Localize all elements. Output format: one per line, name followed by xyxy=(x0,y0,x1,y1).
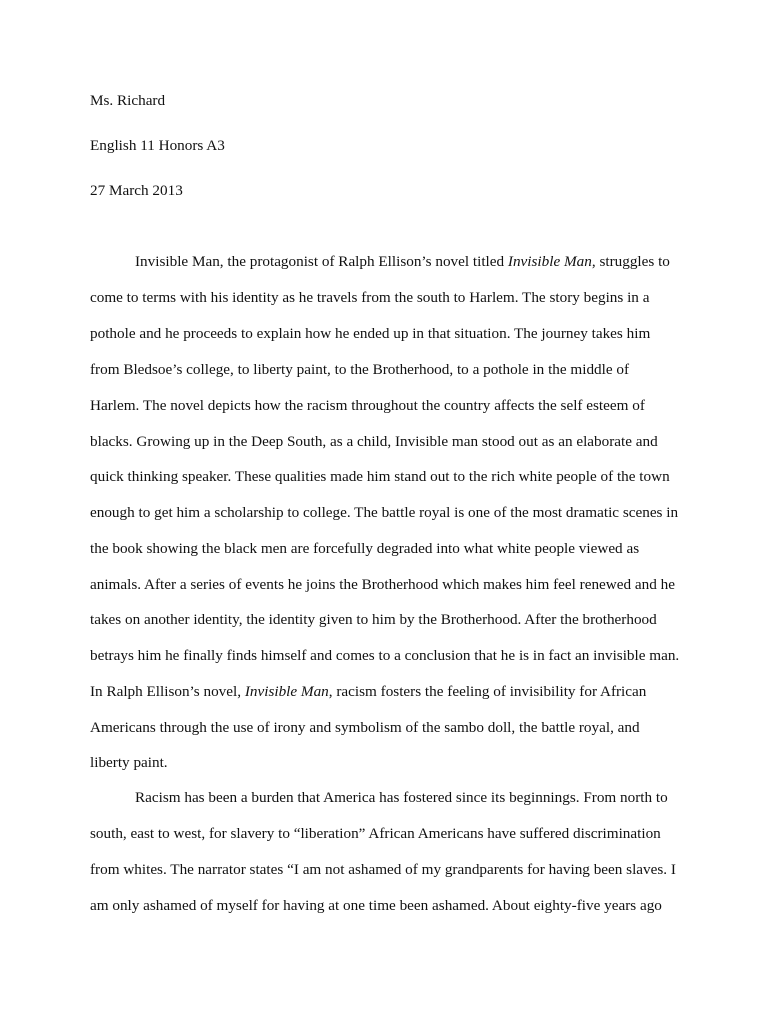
paragraph-line: am only ashamed of myself for having at one time been ashamed. About eighty-five years ago xyxy=(90,897,662,914)
paragraph-line: Racism has been a burden that America has fostered since its beginnings. From north to xyxy=(135,789,668,806)
paragraph-line: pothole and he proceeds to explain how he ended up in that situation. The journey takes him xyxy=(90,325,651,342)
paragraph-line: south, east to west, for slavery to “liberation” African Americans have suffered discrimination xyxy=(90,825,661,842)
paragraph-line: liberty paint. xyxy=(90,754,168,771)
paragraph-line: the book showing the black men are forcefully degraded into what white people viewed as xyxy=(90,540,640,557)
paragraph-line: enough to get him a scholarship to college. The battle royal is one of the most dramatic scenes in xyxy=(90,504,679,521)
paragraph-line: In Ralph Ellison’s novel, Invisible Man, racism fosters the feeling of invisibility for African xyxy=(90,683,647,700)
paragraph-line: come to terms with his identity as he travels from the south to Harlem. The story begins in a xyxy=(90,289,650,306)
book-title: Invisible Man xyxy=(507,253,592,270)
paragraph-line: from Bledsoe’s college, to liberty paint, to the Brotherhood, to a pothole in the middle of xyxy=(90,361,630,378)
paragraph-line: blacks. Growing up in the Deep South, as a child, Invisible man stood out as an elaborate and xyxy=(90,433,658,450)
paragraph-line: Americans through the use of irony and symbolism of the sambo doll, the battle royal, and xyxy=(90,719,640,736)
course-name: English 11 Honors A3 xyxy=(90,137,225,154)
paragraph-line: takes on another identity, the identity given to him by the Brotherhood. After the brotherhood xyxy=(90,611,657,628)
paragraph-line: quick thinking speaker. These qualities made him stand out to the rich white people of the town xyxy=(90,468,670,485)
teacher-name: Ms. Richard xyxy=(90,92,166,109)
paragraph-line: Invisible Man, the protagonist of Ralph Ellison’s novel titled Invisible Man, struggles to xyxy=(135,253,670,270)
paragraph-line: Harlem. The novel depicts how the racism throughout the country affects the self esteem of xyxy=(90,397,645,414)
paragraph-line: from whites. The narrator states “I am not ashamed of my grandparents for having been slaves. I xyxy=(90,861,676,878)
paragraph-line: betrays him he finally finds himself and comes to a conclusion that he is in fact an invisible man. xyxy=(90,647,680,664)
book-title: Invisible Man xyxy=(244,683,329,700)
paragraph-line: animals. After a series of events he joins the Brotherhood which makes him feel renewed and he xyxy=(90,576,675,593)
essay-date: 27 March 2013 xyxy=(90,182,183,199)
